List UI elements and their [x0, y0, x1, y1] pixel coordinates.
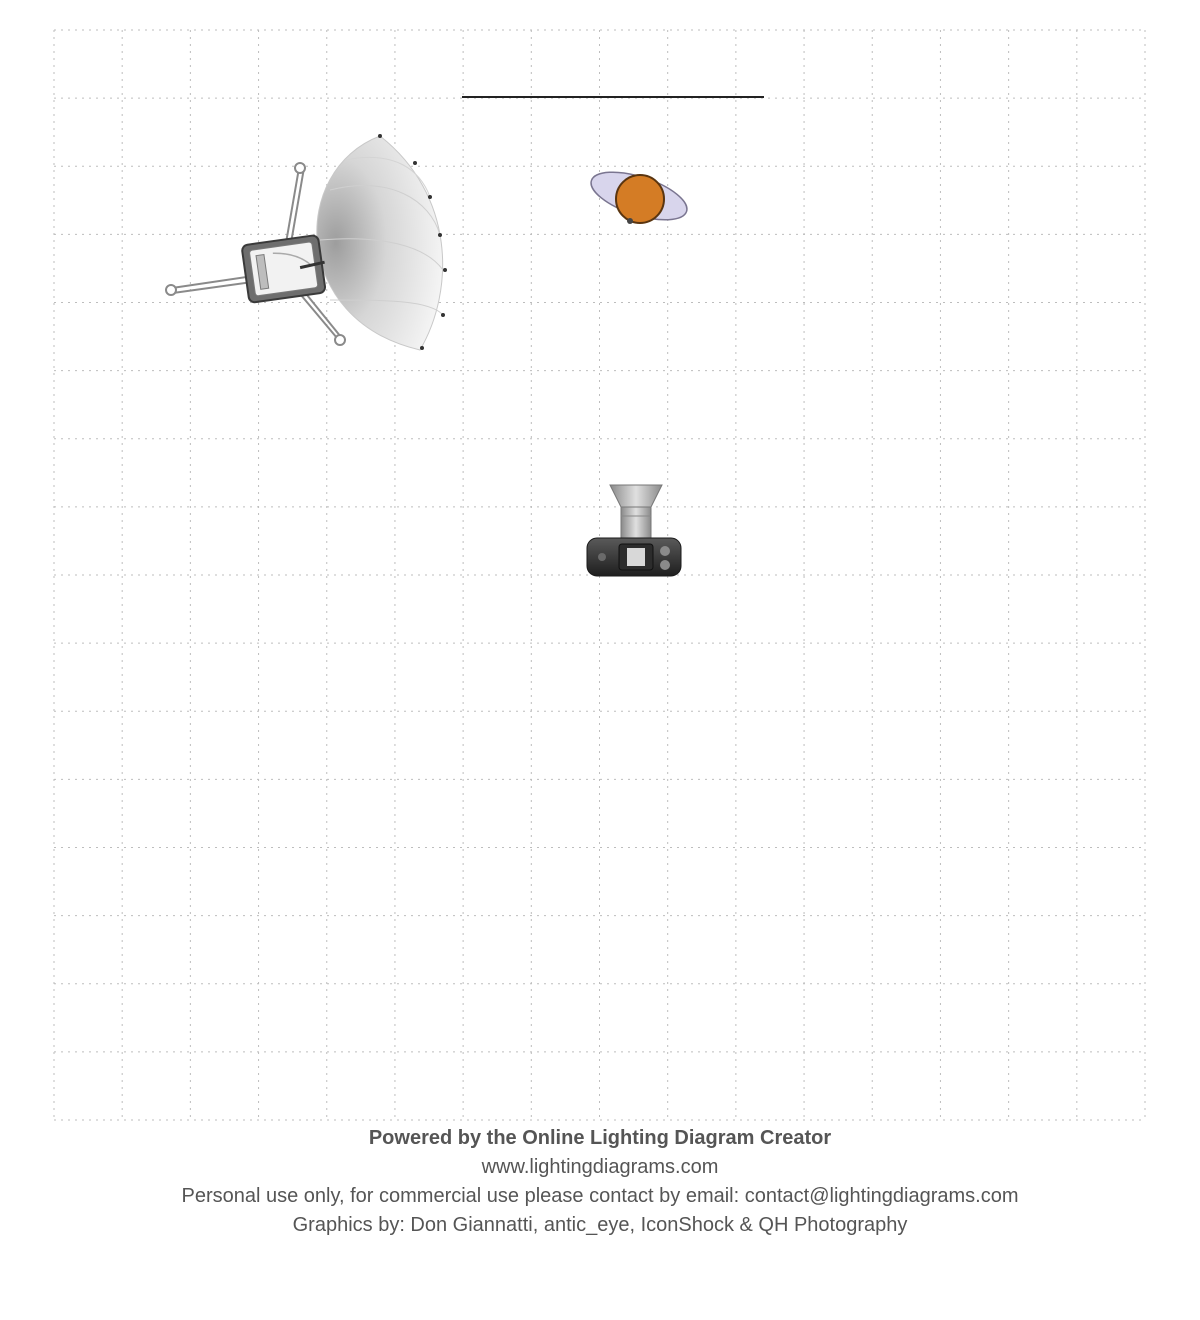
subject[interactable] [586, 162, 693, 229]
footer-credits [0, 1124, 1200, 1240]
license-text: Personal use only, for commercial use please contact by email: contact@lightingdiagrams.com [181, 1185, 1019, 1207]
website-link[interactable]: www.lightingdiagrams.com [481, 1156, 719, 1178]
camera[interactable] [587, 485, 681, 576]
strobe-head[interactable] [241, 234, 328, 303]
powered-by-text: Powered by the Online Lighting Diagram Creator [368, 1127, 832, 1149]
umbrella[interactable] [317, 134, 447, 350]
graphics-credit-text: Graphics by: Don Giannatti, antic_eye, IconShock & QH Photography [292, 1214, 908, 1236]
